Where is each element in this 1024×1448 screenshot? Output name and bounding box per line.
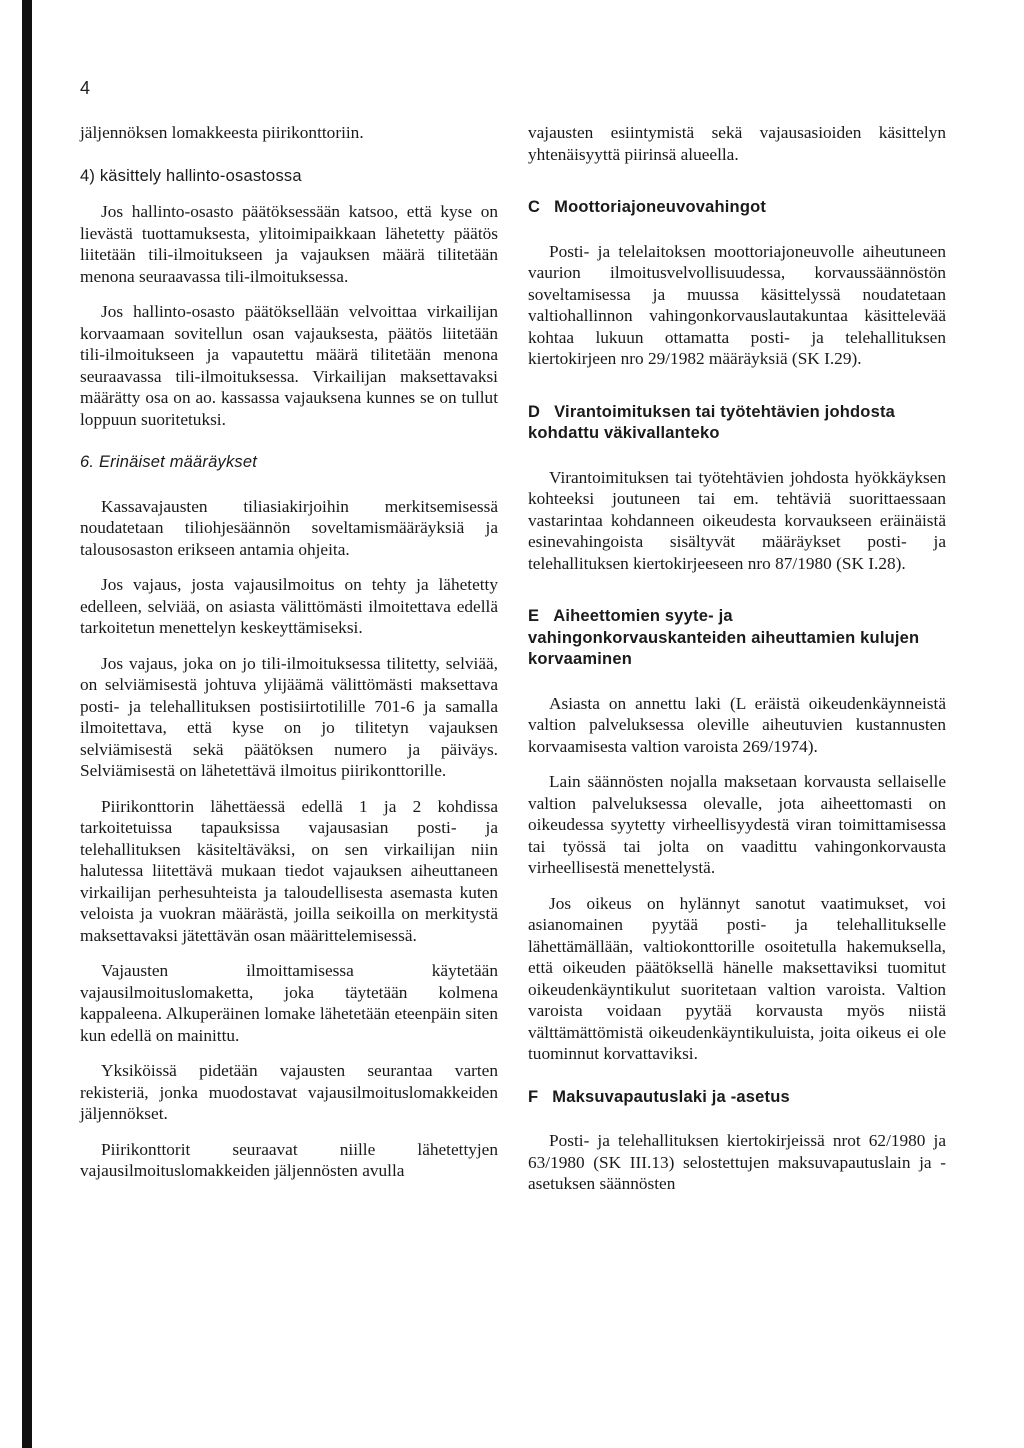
section-letter: D bbox=[528, 402, 541, 421]
section-letter: E bbox=[528, 607, 540, 625]
section-heading: 4) käsittely hallinto-osastossa bbox=[80, 166, 302, 185]
paragraph: Jos vajaus, joka on jo tili-ilmoituksessa tilitetty, selviää, on selviämisestä johtuva ylijäämä välittömästi maksettava posti- ja telehallituksen postisiirtotilille 701-6 ja samalla ilmoitettava, että kyse on jo tilitetyn vajauksen selviämisestä sekä päätöksen numero ja päiväys. Selviämisestä on lähetettävä ilmoitus piirikonttorille. bbox=[80, 653, 498, 780]
scan-edge-bar bbox=[22, 0, 32, 1448]
left-column bbox=[80, 122, 498, 1196]
paragraph: Posti- ja telelaitoksen moottoriajoneuvolle aiheutuneen vaurion ilmoitusvelvollisuudessa, korvaussäännöstön soveltamisessa ja muussa käsittelyssä noudatetaan valtiohallinnon vahingonkorvauslautakuntaa käsittelevää kohtaa lukuun ottamatta posti- ja telehallituksen kiertokirjeen nro 29/1982 määräyksiä (SK I.29). bbox=[528, 241, 946, 368]
section-letter: C bbox=[528, 198, 541, 216]
section-title: Moottoriajoneuvovahingot bbox=[554, 198, 767, 216]
section-heading-c bbox=[528, 197, 946, 219]
paragraph: Kassavajausten tiliasiakirjoihin merkitsemisessä noudatetaan tiliohjesäännön soveltamismääräyksiä ja talousosaston erikseen antamia ohjeita. bbox=[80, 496, 498, 559]
paragraph: Asiasta on annettu laki (L eräistä oikeudenkäynneistä valtion palveluksessa oleville aiheutuvien kustannusten korvaamisesta valtion varoista 269/1974). bbox=[528, 693, 946, 756]
paragraph: Jos vajaus, josta vajausilmoitus on tehty ja lähetetty edelleen, selviää, on asiasta välittömästi ilmoitettava edellä tarkoitetun menettelyn keskeyttämiseksi. bbox=[80, 575, 498, 637]
paragraph: Yksiköissä pidetään vajausten seurantaa varten rekisteriä, jonka muodostavat vajausilmoituslomakkeiden jäljennökset. bbox=[80, 1061, 498, 1123]
paragraph: jäljennöksen lomakkeesta piirikonttoriin. bbox=[80, 123, 364, 142]
section-heading-e bbox=[528, 606, 946, 671]
paragraph: Posti- ja telehallituksen kiertokirjeissä nrot 62/1980 ja 63/1980 (SK III.13) selostettujen maksuvapautuslain ja -asetuksen säännösten bbox=[528, 1131, 946, 1193]
section-heading-f bbox=[528, 1087, 946, 1109]
section-title: Maksuvapautuslaki ja -asetus bbox=[552, 1087, 790, 1106]
paragraph: Piirikonttorin lähettäessä edellä 1 ja 2 kohdissa tarkoitetuissa tapauksissa vajausasian posti- ja telehallituksen käsiteltäväksi, on sen virkailijan niin halutessa liitettävä mukaan tiedot vajauksen aiheuttaneen virkailijan perhesuhteista ja taloudellisesta asemasta kuten veloista ja vuokran määrästä, joilla seikoilla on merkitystä maksettavaksi jätettävän osan määrittelemisessä. bbox=[80, 796, 498, 945]
paragraph: vajausten esiintymistä sekä vajausasioiden käsittelyn yhtenäisyyttä piirinsä alueella. bbox=[528, 123, 946, 164]
section-title: Virantoimituksen tai työtehtävien johdosta kohdattu väkivallanteko bbox=[528, 402, 896, 442]
page-number: 4 bbox=[80, 78, 91, 98]
paragraph: Virantoimituksen tai työtehtävien johdosta hyökkäyksen kohteeksi joutuneen tai em. tehtäviä suorittaessaan vastarintaa kohdanneen oikeudesta korvaukseen eräinäistä esinevahingoista sisältyvät määräykset posti- ja telehallituksen kiertokirjeeseen nro 87/1980 (SK I.28). bbox=[528, 467, 946, 573]
paragraph: Jos hallinto-osasto päätöksessään katsoo, että kyse on lievästä tuottamuksesta, ylitoimipaikkaan lähetetty päätös liitetään tili-ilmoitukseen ja vajauksen määrä tilitetään menona seuraavassa tili-ilmoituksessa. bbox=[80, 202, 498, 286]
right-column bbox=[528, 122, 946, 1209]
paragraph: Piirikonttorit seuraavat niille lähetettyjen vajausilmoituslomakkeiden jäljennösten avulla bbox=[80, 1139, 498, 1180]
paragraph: Vajausten ilmoittamisessa käytetään vajausilmoituslomaketta, joka täytetään kolmena kappaleena. Alkuperäinen lomake lähetetään eteenpäin siten kun edellä on mainittu. bbox=[80, 961, 498, 1045]
section-heading: 6. Erinäiset määräykset bbox=[80, 453, 258, 471]
paragraph: Jos oikeus on hylännyt sanotut vaatimukset, voi asianomainen pyytää posti- ja telehallitukselle lähettämällään, valtiokonttorille osoitetulla hakemuksella, että oikeuden päätöksellä hänelle maksettaviksi tuomitut oikeudenkäyntikulut suoritetaan valtion varoista. Valtion varoista voidaan pyytää korvausta myös niistä välttämättömistä oikeudenkäyntikuluista, joita oikeus ei ole tuominnut korvattaviksi. bbox=[528, 893, 946, 1063]
paragraph: Lain säännösten nojalla maksetaan korvausta sellaiselle valtion palveluksessa olevalle, jota aiheettomasti on oikeudessa syytetty virheellisyydestä viran toimittamisessa tai työssä tai jolta on vaadittu vahingonkorvausta virheellisestä menettelystä. bbox=[528, 772, 946, 877]
paragraph: Jos hallinto-osasto päätöksellään velvoittaa virkailijan korvaamaan sovitellun osan vajauksesta, päätös liitetään tili-ilmoitukseen ja vapautettu määrä tilitetään menona seuraavassa tili-ilmoituksessa. Virkailijan maksettavaksi määrätty osa on ao. kassassa vajauksena kunnes se on tullut loppuun suoritetuksi. bbox=[80, 302, 498, 429]
section-title: Aiheettomien syyte- ja vahingonkorvauskanteiden aiheuttamien kulujen korvaaminen bbox=[528, 607, 920, 668]
section-letter: F bbox=[528, 1087, 539, 1106]
section-heading-d bbox=[528, 402, 946, 445]
